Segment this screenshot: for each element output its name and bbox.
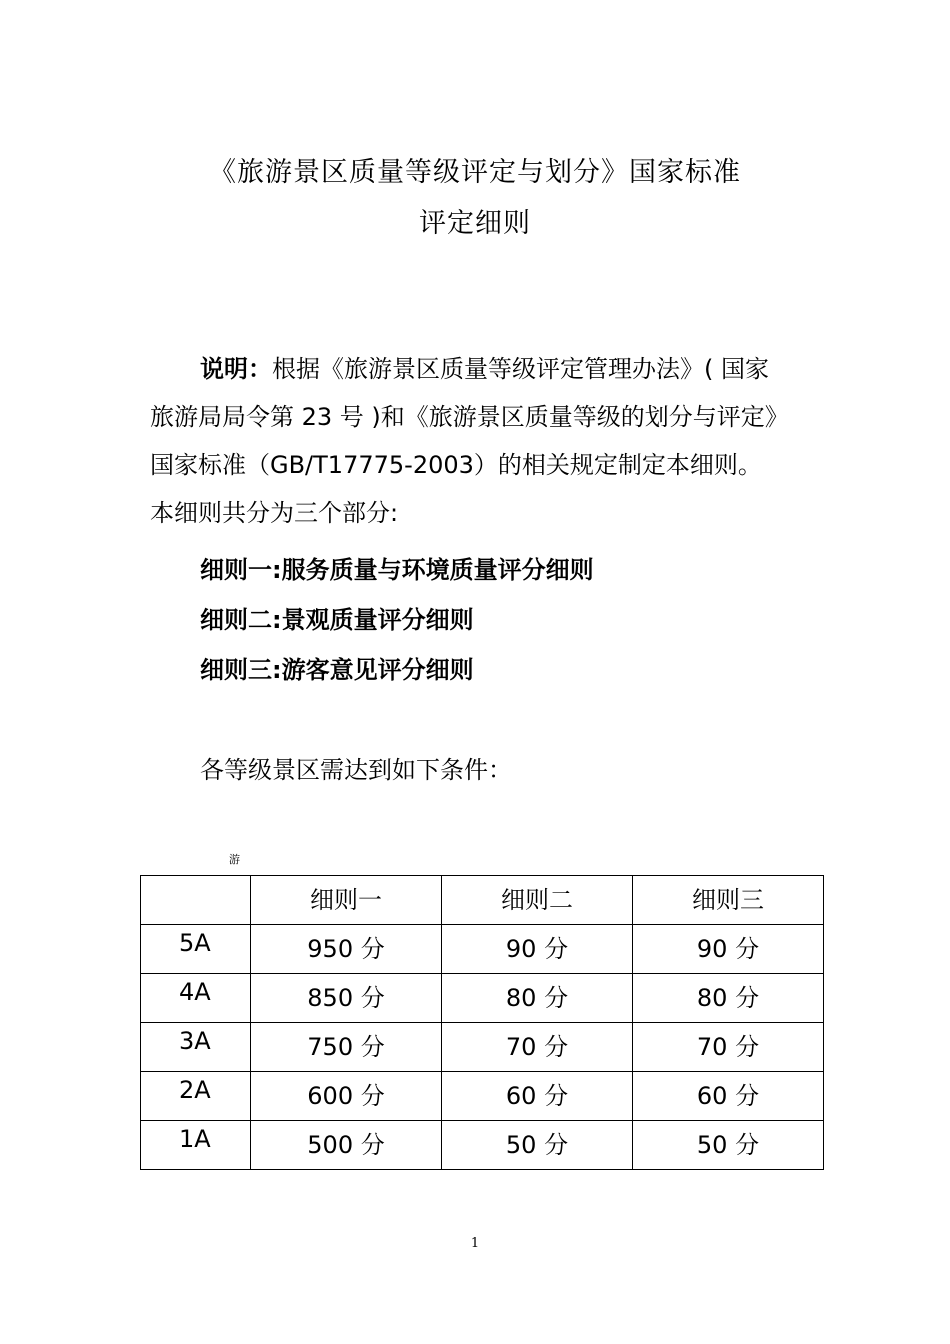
grade-cell: 1A	[141, 1121, 251, 1170]
score-cell: 80 分	[633, 974, 824, 1023]
score-cell: 90 分	[633, 925, 824, 974]
rule-item-2: 细则二:景观质量评分细则	[200, 606, 474, 634]
description-line-3: 国家标准（GB/T17775-2003）的相关规定制定本细则。	[150, 451, 762, 479]
description-paragraph	[150, 345, 820, 537]
table-row	[141, 974, 824, 1023]
grade-cell: 4A	[141, 974, 251, 1023]
table-row	[141, 1121, 824, 1170]
grade-requirements-table	[140, 875, 824, 1170]
document-subtitle: 评定细则	[419, 208, 531, 239]
grade-cell: 5A	[141, 925, 251, 974]
table-header-cell: 细则三	[633, 876, 824, 925]
table-header-cell: 细则二	[442, 876, 633, 925]
stray-character: 游	[229, 853, 240, 866]
table-row	[141, 1072, 824, 1121]
score-cell: 950 分	[251, 925, 442, 974]
rule-item-3: 细则三:游客意见评分细则	[200, 656, 474, 684]
document-title: 《旅游景区质量等级评定与划分》国家标准	[209, 157, 741, 188]
score-cell: 90 分	[442, 925, 633, 974]
score-cell: 500 分	[251, 1121, 442, 1170]
table-row	[141, 1023, 824, 1072]
table-header-cell	[141, 876, 251, 925]
score-cell: 80 分	[442, 974, 633, 1023]
description-line-2: 旅游局局令第 23 号 )和《旅游景区质量等级的划分与评定》	[150, 403, 789, 431]
table-header-row	[141, 876, 824, 925]
table-header-cell: 细则一	[251, 876, 442, 925]
description-label: 说明：	[200, 355, 272, 383]
rule-item-1: 细则一:服务质量与环境质量评分细则	[200, 556, 594, 584]
description-line-4: 本细则共分为三个部分:	[150, 499, 399, 527]
score-cell: 50 分	[442, 1121, 633, 1170]
score-cell: 70 分	[633, 1023, 824, 1072]
score-cell: 70 分	[442, 1023, 633, 1072]
grade-cell: 3A	[141, 1023, 251, 1072]
score-cell: 850 分	[251, 974, 442, 1023]
grade-cell: 2A	[141, 1072, 251, 1121]
conditions-heading: 各等级景区需达到如下条件：	[200, 756, 512, 784]
score-cell: 600 分	[251, 1072, 442, 1121]
score-cell: 60 分	[442, 1072, 633, 1121]
description-line-1: 说明：根据《旅游景区质量等级评定管理办法》( 国家	[200, 355, 769, 383]
score-cell: 50 分	[633, 1121, 824, 1170]
score-cell: 750 分	[251, 1023, 442, 1072]
score-cell: 60 分	[633, 1072, 824, 1121]
table-row	[141, 925, 824, 974]
page-number: 1	[470, 1236, 480, 1251]
